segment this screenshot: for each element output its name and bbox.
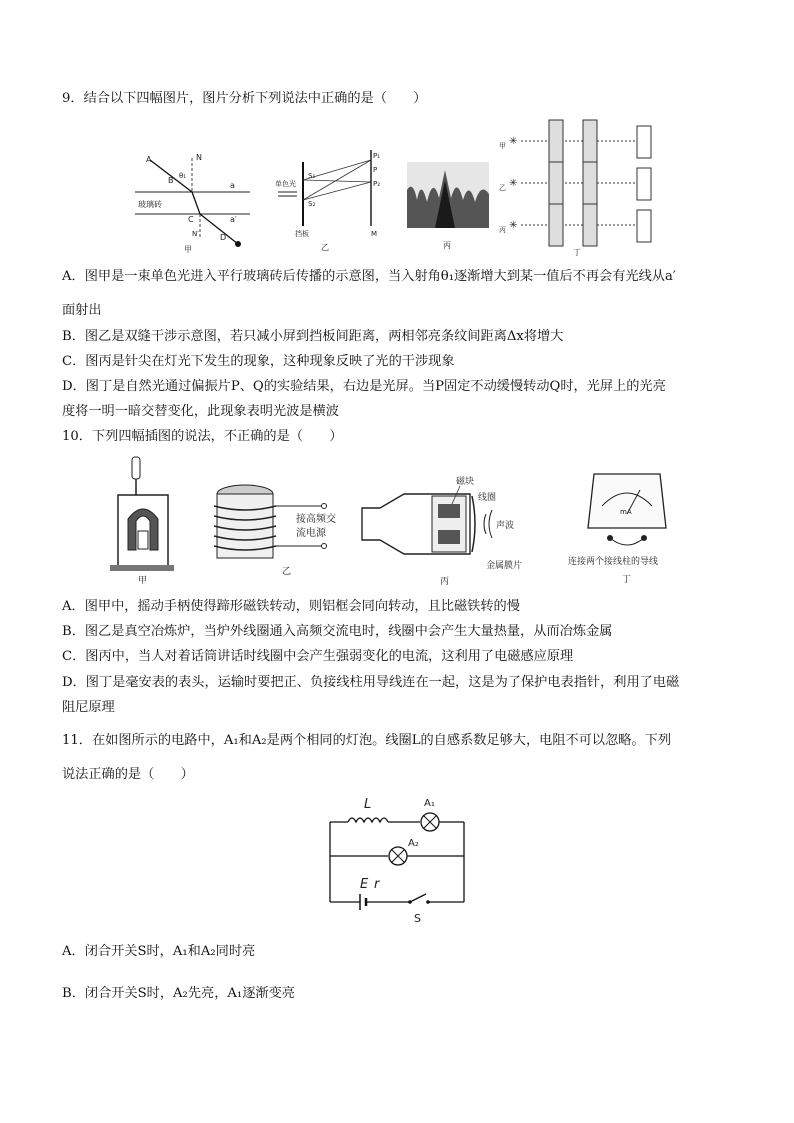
q9-ding-label: 丙 xyxy=(499,226,506,234)
fig-caption: 甲 xyxy=(138,576,148,585)
svg-text:✳: ✳ xyxy=(509,136,518,147)
q10-ding-label: 连接两个接线柱的导线 xyxy=(568,557,659,567)
q11-stem-line1: 11．在如图所示的电路中，A₁和A₂是两个相同的灯泡。线圈L的自感系数足够大，电阻不可以忽略。下列 xyxy=(62,733,672,748)
q10-bing-label: 磁块 xyxy=(456,477,475,487)
q9-option-c: C．图丙是针尖在灯光下发生的现象，这种现象反映了光的干涉现象 xyxy=(62,354,455,369)
q9-option-a-line1: A．图甲是一束单色光进入平行玻璃砖后传播的示意图，当入射角θ₁逐渐增大到某一值后不再会有光线从a′ xyxy=(62,269,676,284)
q10-option-d-line2: 阻尼原理 xyxy=(62,700,115,715)
polarizer-row xyxy=(499,204,651,246)
q9-jia-label: N xyxy=(196,153,202,162)
q9-option-b: B．图乙是双缝干涉示意图，若只减小屏到挡板间距离，两相邻亮条纹间距离Δx将增大 xyxy=(62,329,564,344)
fig-caption: 丙 xyxy=(440,577,450,587)
q10-bing-label: 线圈 xyxy=(478,493,497,503)
q10-fig-bing xyxy=(360,470,545,588)
q10-fig-yi xyxy=(210,480,360,590)
resistance-label: r xyxy=(374,877,380,892)
q9-option-a-line2: 面射出 xyxy=(62,303,102,318)
q10-bing-label: 金属膜片 xyxy=(486,561,523,571)
q10-ding-unit: mA xyxy=(620,508,632,516)
q9-jia-label: N′ xyxy=(192,230,199,238)
bulb-a1-label: A₁ xyxy=(424,798,435,809)
q10-option-a: A．图甲中，摇动手柄使得蹄形磁铁转动，则铝框会同向转动，且比磁铁转的慢 xyxy=(62,599,520,614)
q11-stem-line2: 说法正确的是（ ） xyxy=(62,767,194,782)
fig-caption: 丁 xyxy=(622,575,632,585)
q10-option-c: C．图丙中，当人对着话筒讲话时线圈中会产生强弱变化的电流，这利用了电磁感应原理 xyxy=(62,649,574,664)
q9-option-d-line1: D．图丁是自然光通过偏振片P、Q的实验结果，右边是光屏。当P固定不动缓慢转动Q时，光屏上的光亮 xyxy=(62,379,666,394)
q10-bing-label: 声波 xyxy=(496,521,515,531)
inductor-label: L xyxy=(364,797,372,812)
q9-option-d-line2: 度将一明一暗交替变化，此现象表明光波是横波 xyxy=(62,404,339,419)
q9-yi-label: M xyxy=(371,230,378,238)
q9-yi-label: S₁ xyxy=(308,172,316,180)
q11-option-b: B．闭合开关S时，A₂先亮，A₁逐渐变亮 xyxy=(62,986,295,1001)
q9-yi-label: 单色光 xyxy=(275,180,296,188)
fig-caption: 甲 xyxy=(184,245,192,254)
q9-yi-label: S₂ xyxy=(308,200,316,208)
q9-jia-label: B xyxy=(168,176,174,185)
switch-icon xyxy=(410,894,426,902)
q9-yi-label: P xyxy=(373,166,378,174)
q10-stem: 10．下列四幅插图的说法，不正确的是（ ） xyxy=(62,429,343,444)
fig-caption: 丙 xyxy=(443,241,451,250)
q10-yi-label: 流电源 xyxy=(296,528,326,539)
q9-jia-label: C xyxy=(188,215,194,224)
q10-fig-jia xyxy=(110,455,180,585)
q9-jia-label: 玻璃砖 xyxy=(138,200,162,209)
q9-jia-label: θ₁ xyxy=(179,172,187,180)
fig-caption: 丁 xyxy=(573,248,581,257)
fig-caption: 乙 xyxy=(321,243,329,252)
q9-fig-jia xyxy=(130,148,255,256)
q9-jia-label: A xyxy=(146,155,152,164)
q10-option-d-line1: D．图丁是毫安表的表头，运输时要把正、负接线柱用导线连在一起，这是为了保护电表指针，利用了电磁 xyxy=(62,675,680,690)
polarizer-row xyxy=(499,162,651,204)
q9-ding-label: 甲 xyxy=(499,142,506,150)
q9-yi-label: P₂ xyxy=(373,180,381,188)
svg-text:✳: ✳ xyxy=(509,220,518,231)
q11-option-a: A．闭合开关S时，A₁和A₂同时亮 xyxy=(62,944,256,959)
q9-ding-label: 乙 xyxy=(499,184,506,192)
q11-circuit-diagram xyxy=(320,790,480,930)
polarizer-row xyxy=(499,120,651,162)
q10-option-b: B．图乙是真空冶炼炉，当炉外线圈通入高频交流电时，线圈中会产生大量热量，从而冶炼金属 xyxy=(62,624,613,639)
bulb-a2-label: A₂ xyxy=(408,838,419,849)
q9-yi-label: 挡板 xyxy=(295,230,309,238)
emf-label: E xyxy=(360,877,369,892)
fig-caption: 乙 xyxy=(282,567,292,577)
q10-yi-label: 接高频交 xyxy=(296,514,336,525)
q9-fig-yi xyxy=(275,140,385,252)
q9-stem: 9．结合以下四幅图片，图片分析下列说法中正确的是（ ） xyxy=(62,91,427,106)
q9-jia-label: D xyxy=(220,233,227,242)
q9-jia-label: a′ xyxy=(230,215,237,224)
q9-fig-ding xyxy=(497,112,665,257)
q9-yi-label: P₁ xyxy=(373,152,381,160)
q9-jia-label: a xyxy=(230,181,235,190)
inductor-coil xyxy=(348,818,388,822)
switch-label: S xyxy=(414,912,421,925)
q10-fig-ding xyxy=(560,470,690,588)
q9-fig-bing xyxy=(405,160,491,255)
svg-text:✳: ✳ xyxy=(509,178,518,189)
